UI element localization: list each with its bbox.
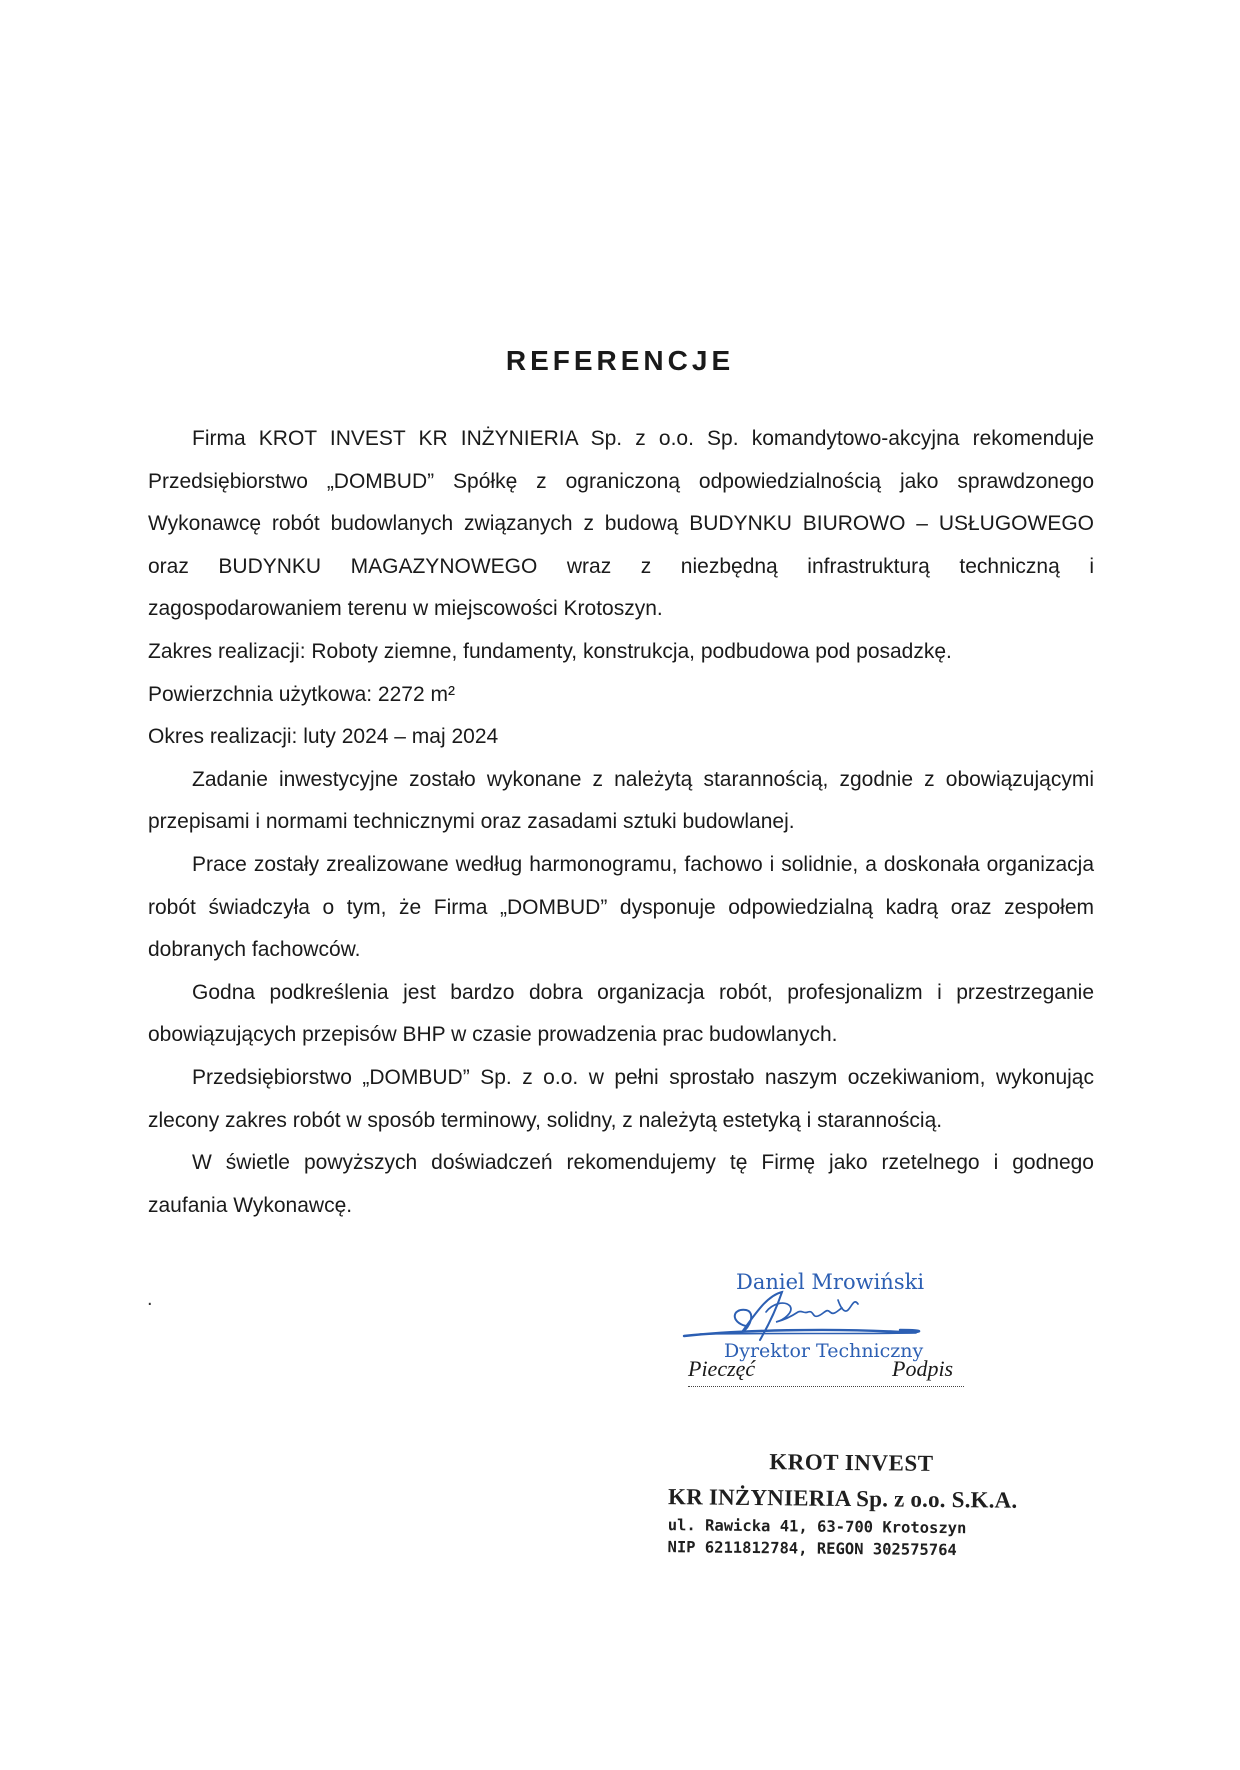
signature-line: [688, 1386, 964, 1387]
stamp-label: Pieczęć: [688, 1356, 756, 1381]
paragraph-schedule: Prace zostały zrealizowane według harmonogramu, fachowo i solidnie, a doskonała organizacja robót świadczyła o tym, że Firma „DOMBUD” dysponuje odpowiedzialną kadrą oraz zespołem dobranych fachowców.: [148, 852, 1094, 962]
signature-name-stamp: Daniel Mrowiński: [736, 1270, 925, 1294]
paragraph-bhp: Godna podkreślenia jest bardzo dobra organizacja robót, profesjonalizm i przestrzeganie obowiązujących przepisów BHP w czasie prowadzenia prac budowlanych.: [148, 980, 1094, 1047]
letter-body: [148, 418, 1094, 1227]
stamp-company-full-name: KR INŻYNIERIA Sp. z o.o. S.K.A.: [667, 1484, 1018, 1513]
paragraph-scope: Zakres realizacji: Roboty ziemne, fundamenty, konstrukcja, podbudowa pod posadzkę.: [148, 639, 952, 663]
company-stamp: [667, 1448, 1028, 1560]
signature-label: Podpis: [892, 1356, 954, 1381]
document-title: REFERENCJE: [505, 345, 735, 376]
stray-mark: .: [147, 1288, 153, 1310]
paragraph-area: Powierzchnia użytkowa: 2272 m²: [148, 682, 455, 706]
stamp-tax-ids: NIP 6211812784, REGON 302575764: [667, 1538, 957, 1560]
signature-role-stamp: Dyrektor Techniczny: [724, 1340, 924, 1362]
paragraph-period: Okres realizacji: luty 2024 – maj 2024: [148, 725, 499, 749]
paragraph-expectations: Przedsiębiorstwo „DOMBUD” Sp. z o.o. w pełni sprostało naszym oczekiwaniom, wykonując zlecony zakres robót w sposób terminowy, solidny, z należytą estetyką i starannością.: [148, 1065, 1094, 1132]
paragraph-recommendation: Firma KROT INVEST KR INŻYNIERIA Sp. z o.o. Sp. komandytowo-akcyjna rekomenduje Przedsiębiorstwo „DOMBUD” Spółkę z ograniczoną odpowiedzialnością jako sprawdzonego Wykonawcę robót budowlanych związanych z budową BUDYNKU BIUROWO – USŁUGOWEGO oraz BUDYNKU MAGAZYNOWEGO wraz z niezbędną infrastrukturą techniczną i zagospodarowaniem terenu w miejscowości Krotoszyn.: [148, 427, 1094, 621]
paragraph-quality: Zadanie inwestycyjne zostało wykonane z należytą starannością, zgodnie z obowiązującymi przepisami i normami technicznymi oraz zasadami sztuki budowlanej.: [148, 767, 1094, 834]
stamp-address: ul. Rawicka 41, 63-700 Krotoszyn: [667, 1516, 967, 1538]
paragraph-conclusion: W świetle powyższych doświadczeń rekomendujemy tę Firmę jako rzetelnego i godnego zaufania Wykonawcę.: [148, 1151, 1094, 1217]
stamp-company-name: KROT INVEST: [769, 1449, 934, 1476]
